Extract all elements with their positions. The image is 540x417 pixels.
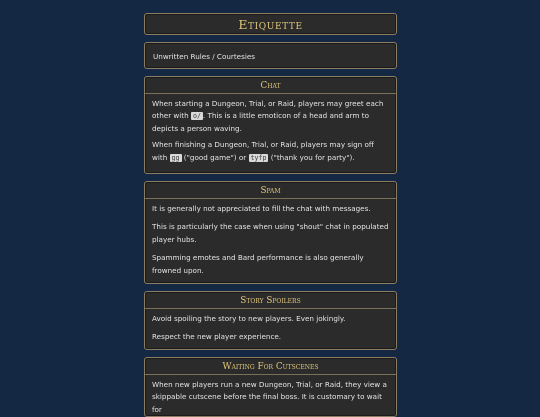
title-panel xyxy=(144,13,397,35)
paragraph-text: ("good game") or xyxy=(181,152,249,162)
paragraph: Spamming emotes and Bard performance is also generally frowned upon. xyxy=(152,253,364,275)
section-heading: Spam xyxy=(260,186,281,196)
paragraph: When new players run a new Dungeon, Trial, or Raid, they view a skippable cutscene before the final boss. It is customary to wait for xyxy=(152,380,387,414)
section-divider xyxy=(145,198,396,199)
subtitle-panel xyxy=(144,42,397,69)
page-title: Etiquette xyxy=(238,17,303,32)
code-snippet: gg xyxy=(171,153,180,162)
paragraph-text: When starting a Dungeon, Trial, or Raid, players may greet each other with xyxy=(152,99,384,121)
paragraph: Respect the new player experience. xyxy=(152,332,282,342)
paragraph-text: ("thank you for party"). xyxy=(268,152,355,162)
paragraph: It is generally not appreciated to fill the chat with messages. xyxy=(152,204,371,213)
section-divider xyxy=(145,93,396,94)
code-snippet: o/ xyxy=(192,112,201,121)
section-heading: Waiting For Cutscenes xyxy=(222,362,319,372)
section-waiting-for-cutscenes xyxy=(144,357,397,417)
section-chat xyxy=(144,76,397,174)
paragraph-text: . This is a little emoticon of a head and arm to depicts a person waving. xyxy=(152,111,370,133)
paragraph xyxy=(145,98,396,135)
section-divider xyxy=(145,374,396,375)
paragraph: Avoid spoiling the story to new players. Even jokingly. xyxy=(152,314,346,323)
section-heading: Chat xyxy=(260,81,281,91)
section-spam xyxy=(144,181,397,284)
section-heading: Story Spoilers xyxy=(240,296,301,306)
page-subtitle: Unwritten Rules / Courtesies xyxy=(153,52,256,61)
paragraph xyxy=(145,139,396,164)
paragraph-text: When finishing a Dungeon, Trial, or Raid, players may sign off with xyxy=(152,140,374,162)
section-divider xyxy=(145,308,396,309)
paragraph: This is particularly the case when using "shout" chat in populated player hubs. xyxy=(152,222,389,244)
code-snippet: tyfp xyxy=(250,153,267,162)
section-story-spoilers xyxy=(144,291,397,350)
